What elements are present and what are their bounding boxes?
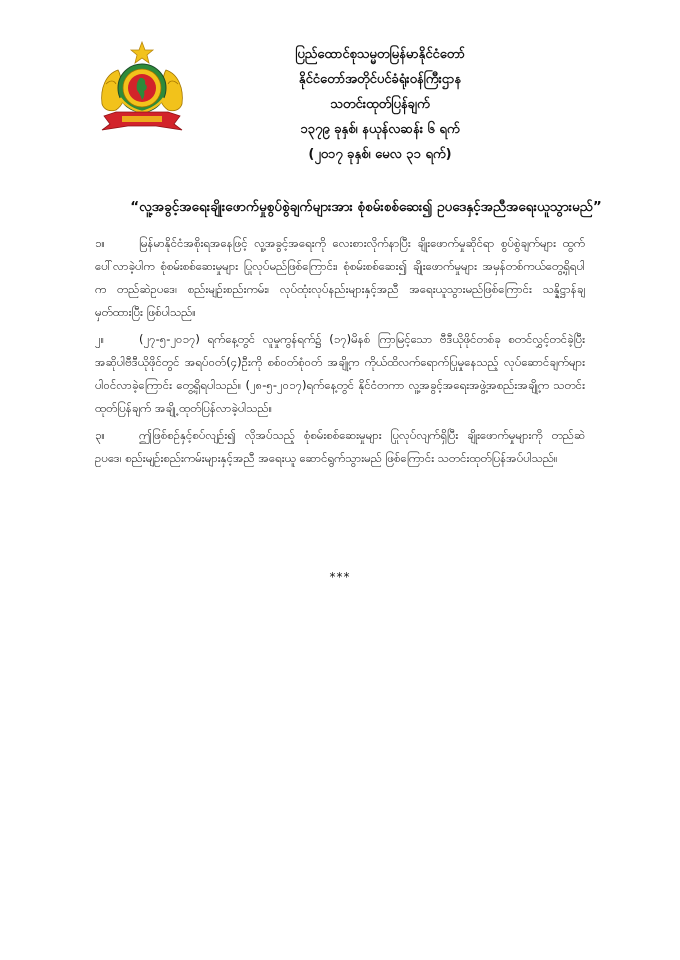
- press-release-body: [95, 232, 585, 474]
- end-of-document-mark: ***: [329, 570, 351, 584]
- header-ministry-name: နိုင်ငံတော်အတိုင်ပင်ခံရုံးဝန်ကြီးဌာန: [298, 72, 462, 87]
- paragraph-number: ၃။: [95, 428, 105, 442]
- header-document-type: သတင်းထုတ်ပြန်ချက်: [330, 97, 430, 112]
- paragraph-text: (၂၇-၅-၂၀၁၇) ရက်နေ့တွင် လူမှုကွန်ရက်၌ (၁၇)မိနစ် ကြာမြင့်သော ဗီဒီယိုဖိုင်တစ်ခု စတင်လွှင့်တင်ခဲ့ပြီး အဆိုပါဗီဒီယိုဖိုင်တွင် အရပ်ဝတ်(၄)ဦးကို စစ်ဝတ်စုံဝတ် အချို့က ကိုယ်ထိလက်ရောက်ပြုမှုနေသည့် လုပ်ဆောင်ချက်များ ပါဝင်လာခဲ့ကြောင်း တွေ့ရှိရပါသည်။ (၂၈-၅-၂၀၁၇)ရက်နေ့တွင် နိုင်ငံတကာ လူ့အခွင့်အရေးအဖွဲ့အစည်းအချို့က သတင်းထုတ်ပြန်ချက် အချို့ ထုတ်ပြန်လာခဲ့ပါသည်။: [95, 332, 585, 415]
- paragraph-number: ၂။: [95, 332, 105, 346]
- document-header: [200, 42, 560, 167]
- paragraph-text: မြန်မာနိုင်ငံအစိုးရအနေဖြင့် လူ့အခွင့်အရေးကို လေးစားလိုက်နာပြီး ချိုးဖောက်မှုဆိုင်ရာ စွပ်စွဲချက်များ ထွက်ပေါ်လာခဲ့ပါက စုံစမ်းစစ်ဆေးမှုများ ပြုလုပ်မည်ဖြစ်ကြောင်း၊ စုံစမ်းစစ်ဆေး၍ ချိုးဖောက်မှုများ အမှန်တစ်ကယ်တွေ့ရှိရပါက တည်ဆဲဥပဒေ၊ စည်းမျဉ်းစည်းကမ်း၊ လုပ်ထုံးလုပ်နည်းများနှင့်အညီ အရေးယူသွားမည်ဖြစ်ကြောင်း သန္နိဋ္ဌာန်ချမှတ်ထားပြီး ဖြစ်ပါသည်။: [95, 236, 585, 319]
- paragraph-1: [95, 232, 585, 324]
- paragraph-2: [95, 328, 585, 420]
- paragraph-number: ၁။: [95, 236, 105, 250]
- header-gregorian-date: (၂၀၁၇ ခုနှစ်၊ မေလ ၃၁ ရက်): [308, 147, 452, 162]
- header-myanmar-date: ၁၃၇၉ ခုနှစ်၊ နယုန်လဆန်း ၆ ရက်: [300, 122, 460, 137]
- paragraph-3: [95, 424, 585, 470]
- press-release-headline: “လူ့အခွင့်အရေးချိုးဖောက်မှုစွပ်စွဲချက်များအား စုံစမ်းစစ်ဆေး၍ ဥပဒေနှင့်အညီအရေးယူသွားမည်”: [130, 199, 602, 215]
- paragraph-text: ဤဖြစ်စဉ်နှင့်စပ်လျဉ်း၍ လိုအပ်သည့် စုံစမ်းစစ်ဆေးမှုများ ပြုလုပ်လျက်ရှိပြီး ချိုးဖောက်မှုများကို တည်ဆဲဥပဒေ၊ စည်းမျဉ်းစည်းကမ်းများနှင့်အညီ အရေးယူ ဆောင်ရွက်သွားမည် ဖြစ်ကြောင်း သတင်းထုတ်ပြန်အပ်ပါသည်။: [95, 428, 585, 465]
- header-country-name: ပြည်ထောင်စုသမ္မတမြန်မာနိုင်ငံတော်: [295, 47, 465, 62]
- state-emblem-icon: [96, 40, 188, 134]
